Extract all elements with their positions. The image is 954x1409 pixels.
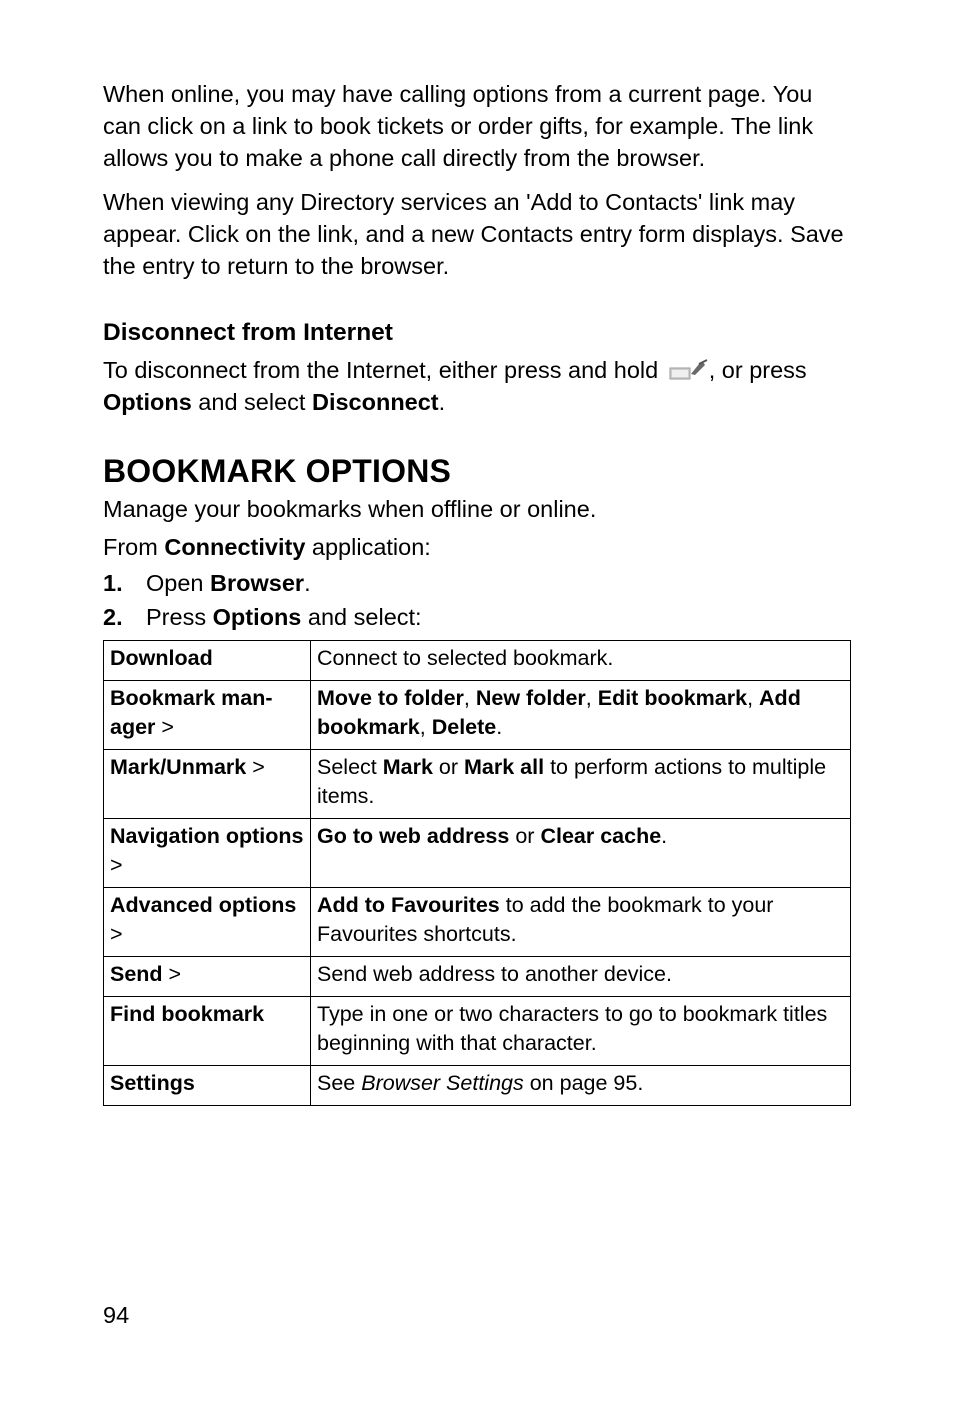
intro-paragraph-2: When viewing any Directory services an 'Add to Contacts' link may appear. Click on the link, and a new Contacts entry form displays. Save the entry to return to the browser. — [103, 189, 844, 279]
table-row: Find bookmark Type in one or two characters to go to bookmark titles beginning with that character. — [104, 997, 851, 1066]
table-row: Navigation options > Go to web address or Clear cache. — [104, 819, 851, 888]
table-row: Mark/Unmark > Select Mark or Mark all to perform actions to multiple items. — [104, 750, 851, 819]
disconnect-paragraph: To disconnect from the Internet, either press and hold , or press Options and select Disconnect. — [103, 357, 807, 415]
bookmark-intro: Manage your bookmarks when offline or online. — [103, 496, 597, 522]
bookmark-options-heading: BOOKMARK OPTIONS — [103, 453, 452, 489]
steps-list — [103, 567, 851, 633]
table-row: Bookmark man-ager > Move to folder, New folder, Edit bookmark, Add bookmark, Delete. — [104, 681, 851, 750]
document-page — [103, 78, 851, 1106]
table-row: Settings See Browser Settings on page 95. — [104, 1066, 851, 1106]
list-item: 2. Press Options and select: — [103, 604, 422, 630]
from-application-line: From Connectivity application: — [103, 534, 431, 560]
disconnect-heading: Disconnect from Internet — [103, 319, 393, 346]
options-table — [103, 640, 851, 1106]
list-item: 1. Open Browser. — [103, 570, 311, 596]
table-row: Advanced options > Add to Favourites to add the bookmark to your Favourites shortcuts. — [104, 888, 851, 957]
page-number: 94 — [103, 1302, 130, 1328]
table-row: Download Connect to selected bookmark. — [104, 641, 851, 681]
intro-paragraph-1: When online, you may have calling options from a current page. You can click on a link to book tickets or order gifts, for example. The link allows you to make a phone call directly from the browser. — [103, 81, 814, 171]
end-call-key-icon — [669, 358, 709, 382]
table-row: Send > Send web address to another device. — [104, 957, 851, 997]
